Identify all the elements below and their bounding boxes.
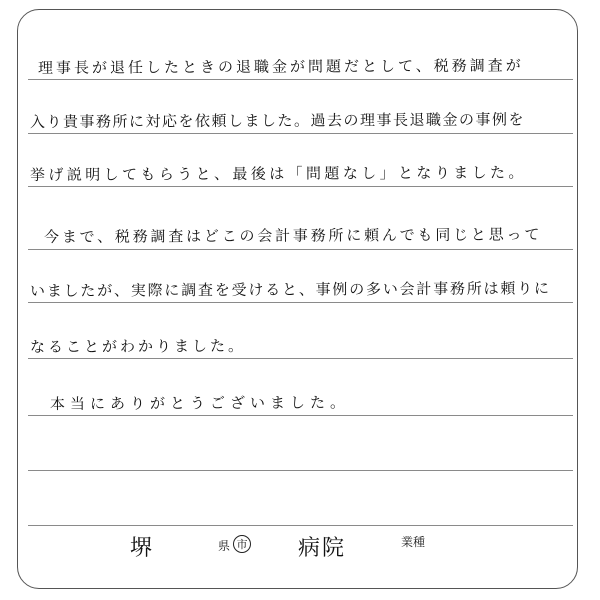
ruled-line xyxy=(28,249,573,250)
message-line-7: 本当にありがとうございました。 xyxy=(49,393,351,413)
ruled-line xyxy=(28,415,573,416)
message-line-6: なることがわかりました。 xyxy=(29,336,247,356)
ruled-line xyxy=(28,525,573,526)
message-line-2: 入り貴事務所に対応を依頼しました。過去の理事長退職金の事例を xyxy=(29,110,526,131)
ruled-line xyxy=(28,470,573,471)
industry-name: 病院 xyxy=(298,536,347,561)
ruled-line xyxy=(28,358,573,359)
ruled-line xyxy=(28,186,573,187)
ruled-line xyxy=(28,79,573,80)
city-label: 市 xyxy=(236,538,248,551)
ruled-line xyxy=(28,302,573,303)
city-name: 堺 xyxy=(130,536,153,561)
prefecture-label: 県 xyxy=(218,539,231,553)
industry-label: 業種 xyxy=(401,535,426,549)
ruled-line xyxy=(28,133,573,134)
message-line-1: 理事長が退任したときの退職金が問題だとして、税務調査が xyxy=(37,56,524,77)
city-label-circled xyxy=(233,535,251,553)
message-line-5: いましたが、実際に調査を受けると、事例の多い会計事務所は頼りに xyxy=(29,279,551,300)
message-line-3: 挙げ説明してもらうと、最後は「問題なし」となりました。 xyxy=(29,163,527,184)
message-line-4: 今まで、税務調査はどこの会計事務所に頼んでも同じと思って xyxy=(43,225,543,246)
